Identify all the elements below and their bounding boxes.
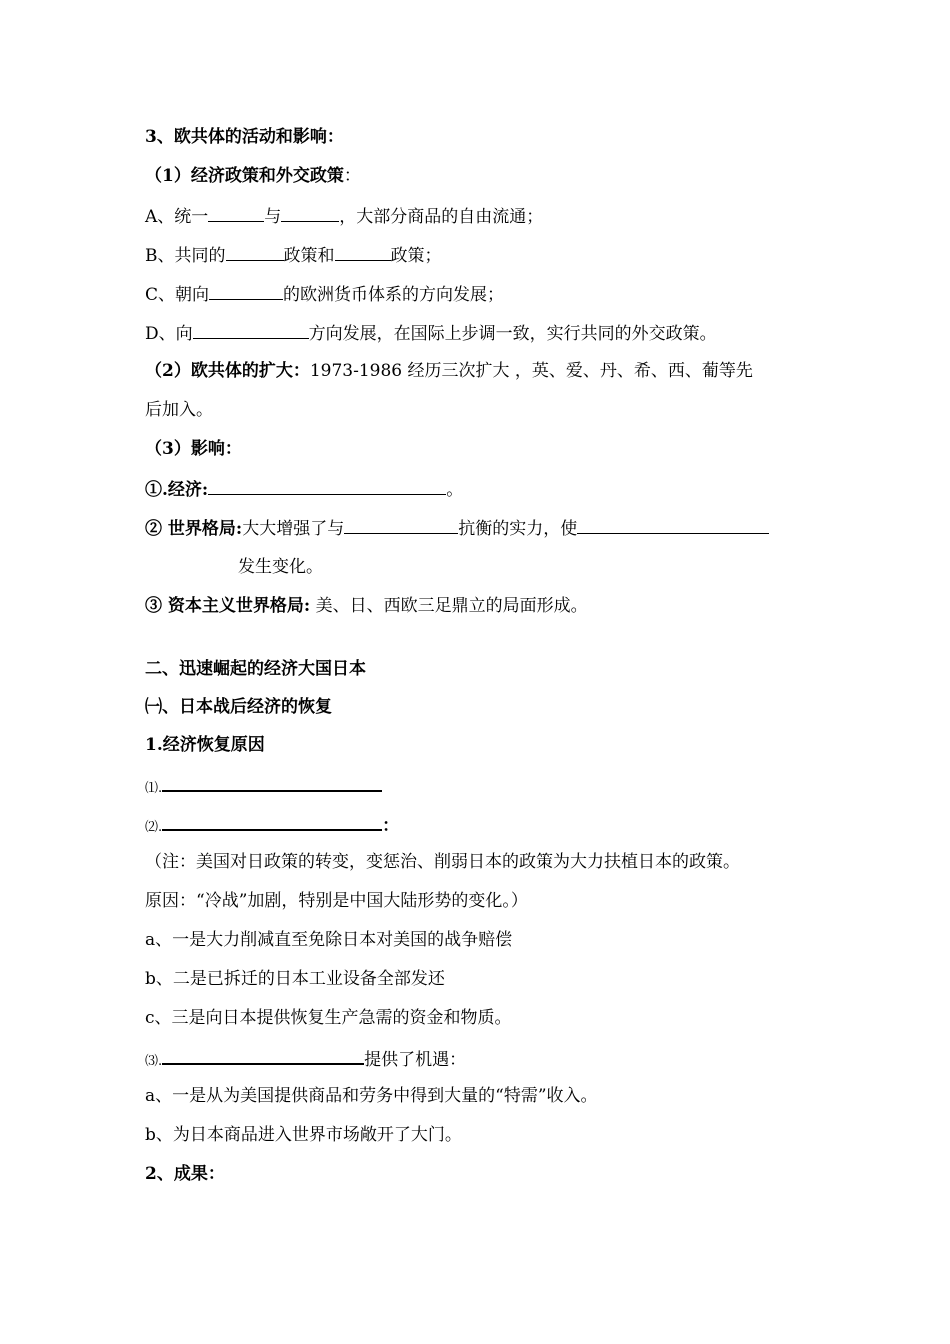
blank-field[interactable] — [208, 203, 264, 222]
impact-2-head: ② 世界格局: — [145, 519, 243, 539]
item-c-1: C、朝向 — [145, 285, 210, 305]
blank-field[interactable] — [208, 476, 446, 495]
reason-heading: 1.经济恢复原因 — [145, 735, 265, 755]
sub-2-text: 1973-1986 经历三次扩大 ，英、爱、丹、希、西、葡等先 — [309, 361, 753, 381]
impact-3-text: 美、日、西欧三足鼎立的局面形成。 — [310, 596, 588, 616]
impact-1-end: 。 — [446, 480, 464, 500]
impact-2-1: 大大增强了与 — [242, 519, 345, 539]
reason-1-num: ⑴. — [145, 781, 163, 796]
sub-2-cont: 后加入。 — [145, 400, 213, 420]
item-a-1: A、统一 — [145, 207, 209, 227]
sub-2-line — [145, 359, 753, 383]
sub-1-heading — [145, 164, 361, 188]
sub-1-colon: ： — [343, 166, 361, 186]
item-b-3: 政策； — [390, 246, 442, 266]
section-2-sub: ㈠、日本战后经济的恢复 — [145, 697, 332, 717]
blank-field[interactable] — [335, 242, 391, 261]
item-b-1: B、共同的 — [145, 246, 226, 266]
impact-1-head: ①.经济: — [145, 480, 209, 500]
item-a-2: 与 — [264, 207, 282, 227]
impact-2-2: 抗衡的实力，使 — [458, 519, 578, 539]
sub-1-head: （1）经济政策和外交政策 — [145, 166, 344, 186]
impact-capitalist — [145, 594, 588, 618]
blank-field[interactable] — [209, 281, 283, 300]
reason-3-a: a、一是从为美国提供商品和劳务中得到大量的“特需”收入。 — [145, 1086, 598, 1106]
blank-field[interactable] — [577, 515, 769, 534]
reason-3 — [145, 1045, 466, 1074]
blank-field[interactable] — [193, 320, 309, 339]
item-a — [145, 203, 543, 229]
blank-field[interactable] — [226, 242, 284, 261]
item-a-3: ，大部分商品的自由流通； — [339, 207, 544, 227]
note-c: c、三是向日本提供恢复生产急需的资金和物质。 — [145, 1008, 512, 1028]
sub-3-heading: （3）影响： — [145, 439, 242, 459]
reason-3-b: b、为日本商品进入世界市场敞开了大门。 — [145, 1125, 462, 1145]
results-heading: 2、成果： — [145, 1164, 225, 1184]
item-d-1: D、向 — [145, 324, 193, 344]
note-a: a、一是大力削减直至免除日本对美国的战争赔偿 — [145, 930, 513, 950]
blank-field[interactable] — [162, 772, 382, 792]
impact-2-cont: 发生变化。 — [238, 557, 323, 577]
section-3-title: 3、欧共体的活动和影响： — [145, 127, 344, 147]
reason-2-end: ： — [382, 816, 400, 836]
item-d — [145, 320, 717, 346]
sub-2-head: （2）欧共体的扩大： — [145, 361, 310, 381]
item-b-2: 政策和 — [283, 246, 335, 266]
reason-3-end: 提供了机遇： — [364, 1050, 467, 1070]
item-c — [145, 281, 504, 307]
blank-field[interactable] — [162, 1045, 364, 1065]
item-d-2: 方向发展，在国际上步调一致，实行共同的外交政策。 — [308, 324, 717, 344]
reason-1 — [145, 772, 382, 801]
item-b — [145, 242, 442, 268]
item-c-2: 的欧洲货币体系的方向发展； — [283, 285, 505, 305]
blank-field[interactable] — [162, 811, 382, 831]
blank-field[interactable] — [281, 203, 339, 222]
section-2-title: 二、迅速崛起的经济大国日本 — [145, 659, 366, 679]
reason-2-num: ⑵. — [145, 820, 163, 835]
note-line-1: （注：美国对日政策的转变，变惩治、削弱日本的政策为大力扶植日本的政策。 — [145, 852, 740, 872]
impact-3-head: ③ 资本主义世界格局: — [145, 596, 311, 616]
impact-economy — [145, 476, 463, 502]
note-b: b、二是已拆迁的日本工业设备全部发还 — [145, 969, 445, 989]
reason-3-num: ⑶. — [145, 1054, 163, 1069]
reason-2 — [145, 811, 399, 840]
blank-field[interactable] — [344, 515, 458, 534]
impact-world — [145, 515, 769, 541]
note-line-2: 原因：“冷战”加剧，特别是中国大陆形势的变化。） — [145, 891, 528, 911]
